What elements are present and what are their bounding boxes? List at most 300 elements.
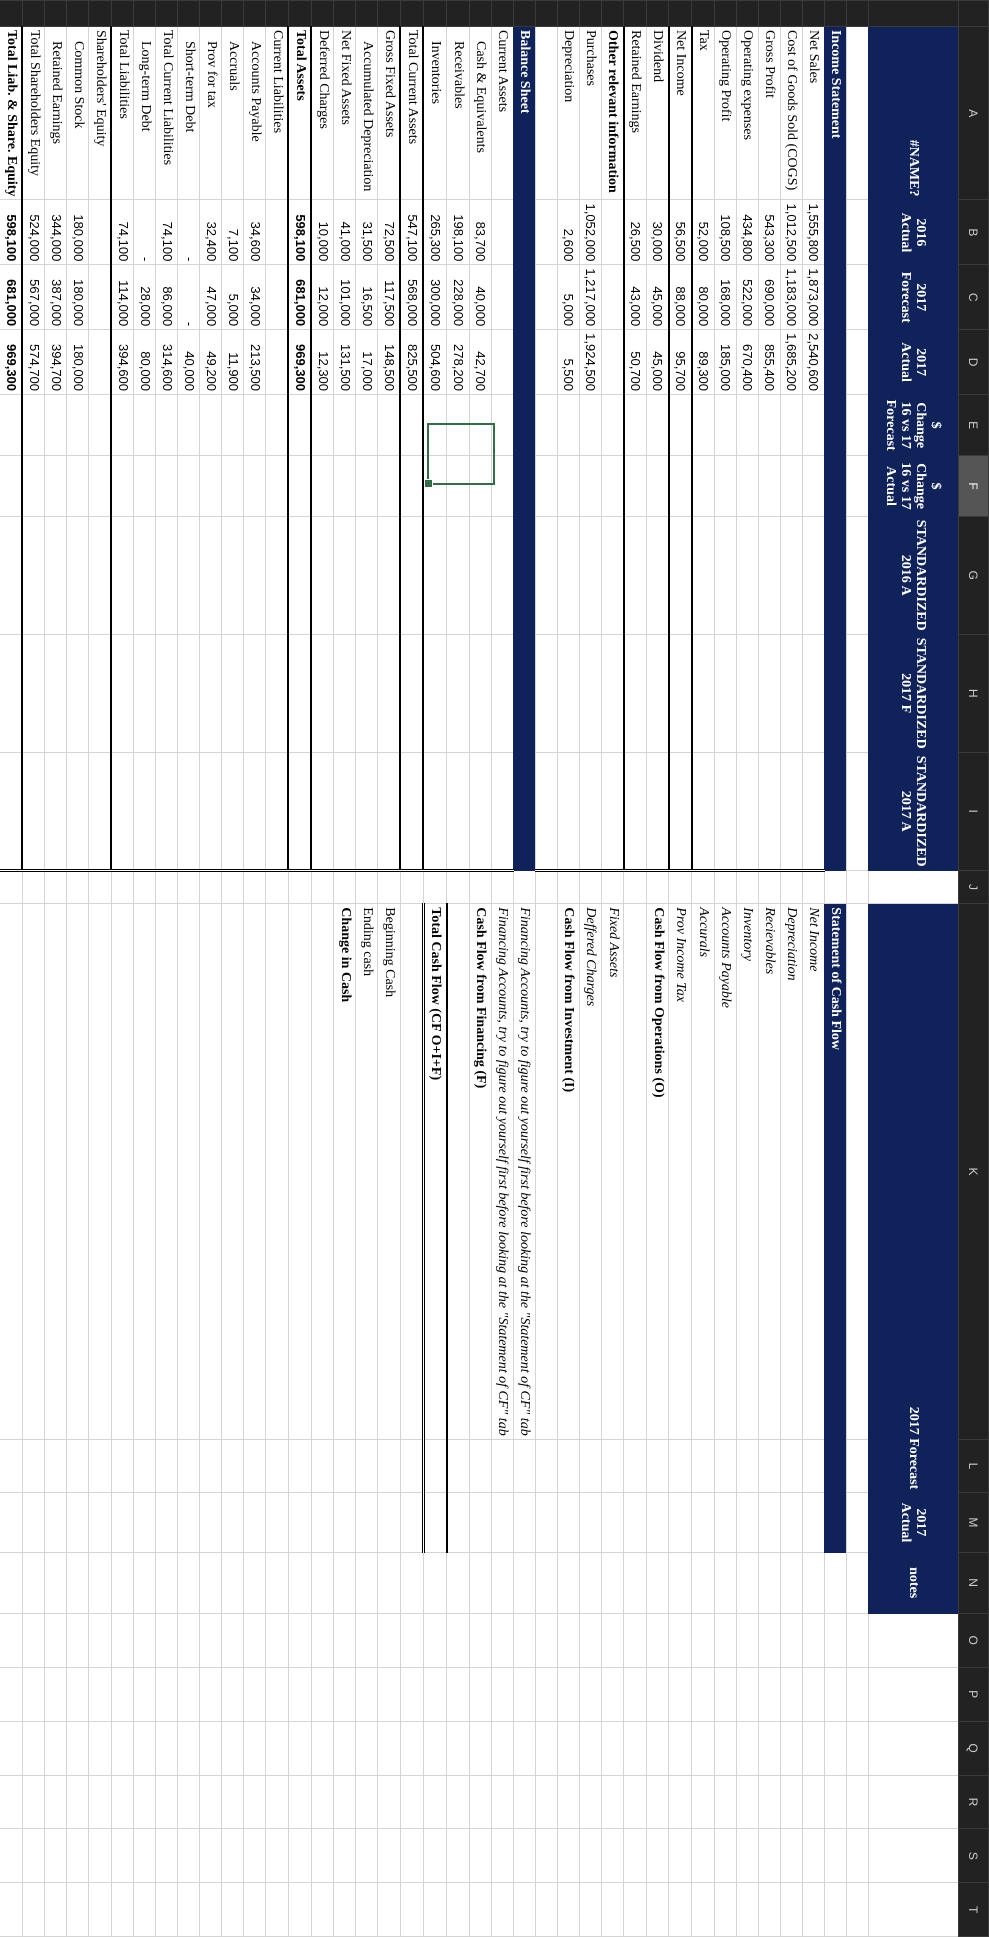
cash-flow-actual-cell[interactable]: [312, 1493, 335, 1552]
value-cell-g[interactable]: [222, 516, 244, 634]
value-cell-h[interactable]: [447, 634, 470, 752]
value-cell-e[interactable]: [401, 395, 424, 456]
value-cell-g[interactable]: [514, 516, 536, 634]
cell[interactable]: [356, 1829, 378, 1883]
cell[interactable]: [647, 1829, 670, 1883]
cell[interactable]: [715, 1667, 737, 1721]
row-header[interactable]: [23, 1, 46, 27]
cell[interactable]: [334, 1829, 356, 1883]
cash-flow-label[interactable]: Cash Flow from Operations (O): [647, 904, 670, 1439]
value-cell-i[interactable]: [378, 752, 401, 870]
value-cell-b[interactable]: 180,000: [67, 200, 89, 265]
cell[interactable]: [737, 1829, 759, 1883]
cell[interactable]: [67, 1721, 89, 1775]
row-header[interactable]: [536, 1, 558, 27]
cell[interactable]: [89, 1883, 112, 1937]
row-header[interactable]: [378, 1, 401, 27]
value-cell-d[interactable]: 80,000: [134, 330, 156, 395]
value-cell-b[interactable]: 1,052,000: [580, 200, 602, 265]
cell-j[interactable]: [178, 870, 200, 904]
cell[interactable]: [781, 1721, 803, 1775]
value-cell-h[interactable]: [23, 634, 46, 752]
column-header-i[interactable]: I: [959, 752, 989, 870]
value-cell-e[interactable]: [112, 395, 135, 456]
value-cell-b[interactable]: 524,000: [23, 200, 46, 265]
cell[interactable]: [759, 1721, 781, 1775]
cash-flow-label[interactable]: Prov Income Tax: [669, 904, 692, 1439]
value-cell-g[interactable]: [803, 516, 825, 634]
cell-j[interactable]: [669, 870, 692, 904]
value-cell-d[interactable]: [536, 330, 558, 395]
cell-j[interactable]: [134, 870, 156, 904]
value-cell-c[interactable]: [514, 265, 536, 330]
cell-j[interactable]: [492, 870, 514, 904]
value-cell-i[interactable]: [647, 752, 670, 870]
value-cell-b[interactable]: 7,100: [222, 200, 244, 265]
cell[interactable]: [312, 1829, 335, 1883]
value-cell-g[interactable]: [715, 516, 737, 634]
cell[interactable]: [514, 1667, 536, 1721]
cell[interactable]: [289, 1552, 312, 1613]
value-cell-h[interactable]: [401, 634, 424, 752]
value-cell-c[interactable]: 88,000: [669, 265, 692, 330]
value-cell-f[interactable]: [67, 456, 89, 516]
cell[interactable]: [200, 1829, 222, 1883]
cell[interactable]: [492, 1829, 514, 1883]
value-cell-d[interactable]: 180,000: [67, 330, 89, 395]
cash-flow-forecast-cell[interactable]: [222, 1439, 244, 1493]
cell[interactable]: [424, 1721, 448, 1775]
value-cell-h[interactable]: [289, 634, 312, 752]
value-cell-g[interactable]: [692, 516, 715, 634]
value-cell-f[interactable]: [89, 456, 112, 516]
cell[interactable]: [378, 1552, 401, 1613]
cell[interactable]: [669, 1883, 692, 1937]
value-cell-d[interactable]: 969,300: [0, 330, 23, 395]
value-cell-i[interactable]: [536, 752, 558, 870]
cash-flow-label[interactable]: Cash Flow from Financing (F): [470, 904, 492, 1439]
cell[interactable]: [558, 1667, 580, 1721]
cash-flow-forecast-cell[interactable]: [67, 1439, 89, 1493]
row-label[interactable]: Accounts Payable: [244, 26, 266, 200]
row-label[interactable]: Net Sales: [803, 26, 825, 200]
column-header-g[interactable]: G: [959, 516, 989, 634]
header-std2017f[interactable]: STANDARDIZED 2017 F: [869, 634, 959, 752]
header-chg-f[interactable]: $ Change 16 vs 17 Forecast: [869, 395, 959, 456]
cell[interactable]: [424, 1883, 448, 1937]
value-cell-e[interactable]: [244, 395, 266, 456]
value-cell-d[interactable]: 2,540,600: [803, 330, 825, 395]
value-cell-f[interactable]: [759, 456, 781, 516]
cell[interactable]: [825, 1613, 847, 1667]
cash-flow-actual-cell[interactable]: [378, 1493, 401, 1552]
column-header-m[interactable]: M: [959, 1493, 989, 1552]
cash-flow-forecast-cell[interactable]: [289, 1439, 312, 1493]
cell[interactable]: [134, 1829, 156, 1883]
value-cell-h[interactable]: [536, 634, 558, 752]
cell[interactable]: [0, 1552, 23, 1613]
cell[interactable]: [45, 1552, 67, 1613]
cash-flow-forecast-cell[interactable]: [0, 1439, 23, 1493]
cell[interactable]: [23, 1775, 46, 1829]
row-label[interactable]: Tax: [692, 26, 715, 200]
cell-j[interactable]: [737, 870, 759, 904]
row-header[interactable]: [847, 1, 869, 27]
value-cell-c[interactable]: 681,000: [0, 265, 23, 330]
value-cell-h[interactable]: [669, 634, 692, 752]
row-header[interactable]: [334, 1, 356, 27]
value-cell-e[interactable]: [134, 395, 156, 456]
cash-flow-label[interactable]: Cash Flow from Investment (I): [558, 904, 580, 1439]
cell[interactable]: [803, 1775, 825, 1829]
value-cell-c[interactable]: 300,000: [424, 265, 448, 330]
cell[interactable]: [869, 1775, 959, 1829]
cell[interactable]: [156, 1552, 178, 1613]
value-cell-c[interactable]: 1,217,000: [580, 265, 602, 330]
value-cell-h[interactable]: [67, 634, 89, 752]
cell[interactable]: [23, 1613, 46, 1667]
value-cell-b[interactable]: 32,400: [200, 200, 222, 265]
cell[interactable]: [692, 1613, 715, 1667]
cash-flow-forecast-cell[interactable]: [424, 1439, 448, 1493]
value-cell-h[interactable]: [715, 634, 737, 752]
value-cell-d[interactable]: 89,300: [692, 330, 715, 395]
cell[interactable]: [134, 1667, 156, 1721]
value-cell-g[interactable]: [378, 516, 401, 634]
value-cell-f[interactable]: [334, 456, 356, 516]
cell[interactable]: [67, 1667, 89, 1721]
value-cell-c[interactable]: 568,000: [401, 265, 424, 330]
column-header-t[interactable]: T: [959, 1883, 989, 1937]
cell[interactable]: [825, 1721, 847, 1775]
cell[interactable]: [536, 1775, 558, 1829]
value-cell-c[interactable]: [536, 265, 558, 330]
value-cell-i[interactable]: [222, 752, 244, 870]
cell[interactable]: [378, 1667, 401, 1721]
row-header[interactable]: [289, 1, 312, 27]
value-cell-e[interactable]: [669, 395, 692, 456]
cell[interactable]: [737, 1775, 759, 1829]
value-cell-i[interactable]: [447, 752, 470, 870]
row-header[interactable]: [89, 1, 112, 27]
value-cell-d[interactable]: 45,000: [647, 330, 670, 395]
cell[interactable]: [312, 1552, 335, 1613]
cell[interactable]: [289, 1721, 312, 1775]
cell[interactable]: [759, 1613, 781, 1667]
value-cell-g[interactable]: [67, 516, 89, 634]
row-header[interactable]: [492, 1, 514, 27]
cash-flow-label[interactable]: [624, 904, 647, 1439]
cell[interactable]: [289, 1667, 312, 1721]
value-cell-d[interactable]: 50,700: [624, 330, 647, 395]
cash-flow-label[interactable]: Accounts Payable: [715, 904, 737, 1439]
value-cell-h[interactable]: [602, 634, 625, 752]
value-cell-c[interactable]: 1,183,000: [781, 265, 803, 330]
cell[interactable]: [692, 1721, 715, 1775]
cell[interactable]: [669, 1552, 692, 1613]
value-cell-b[interactable]: 41,000: [334, 200, 356, 265]
cell[interactable]: [334, 1775, 356, 1829]
header-c2017a[interactable]: 2017 Actual: [869, 330, 959, 395]
cell[interactable]: [669, 1829, 692, 1883]
cell-j[interactable]: [825, 870, 847, 904]
value-cell-c[interactable]: 690,000: [759, 265, 781, 330]
value-cell-b[interactable]: [266, 200, 289, 265]
cell[interactable]: [624, 1613, 647, 1667]
cash-flow-label[interactable]: [89, 904, 112, 1439]
cell[interactable]: [424, 1667, 448, 1721]
value-cell-f[interactable]: [669, 456, 692, 516]
row-label[interactable]: Total Current Liabilities: [156, 26, 178, 200]
cell[interactable]: [112, 1829, 135, 1883]
cash-flow-label[interactable]: Total Cash Flow (CF O+I+F): [424, 904, 448, 1439]
value-cell-i[interactable]: [112, 752, 135, 870]
cell[interactable]: [0, 1721, 23, 1775]
cell[interactable]: [45, 1829, 67, 1883]
cell[interactable]: [602, 1883, 625, 1937]
value-cell-e[interactable]: [536, 395, 558, 456]
value-cell-i[interactable]: [67, 752, 89, 870]
row-header[interactable]: [67, 1, 89, 27]
value-cell-i[interactable]: [759, 752, 781, 870]
value-cell-d[interactable]: 574,700: [23, 330, 46, 395]
cell[interactable]: [536, 1613, 558, 1667]
row-label[interactable]: Other relevant information: [602, 26, 625, 200]
cell-j[interactable]: [112, 870, 135, 904]
cash-flow-forecast-cell[interactable]: [156, 1439, 178, 1493]
cell[interactable]: [536, 1667, 558, 1721]
cell[interactable]: [67, 1829, 89, 1883]
value-cell-c[interactable]: [492, 265, 514, 330]
row-label[interactable]: Total Liab. & Share. Equity: [0, 26, 23, 200]
cell[interactable]: [669, 1721, 692, 1775]
cash-flow-label[interactable]: [222, 904, 244, 1439]
value-cell-e[interactable]: [266, 395, 289, 456]
cell[interactable]: [715, 1829, 737, 1883]
cell[interactable]: [23, 1552, 46, 1613]
value-cell-f[interactable]: [312, 456, 335, 516]
value-cell-e[interactable]: [558, 395, 580, 456]
cash-flow-forecast-cell[interactable]: [737, 1439, 759, 1493]
cell[interactable]: [356, 1552, 378, 1613]
cash-flow-actual-cell[interactable]: [602, 1493, 625, 1552]
value-cell-b[interactable]: 52,000: [692, 200, 715, 265]
value-cell-d[interactable]: 40,000: [178, 330, 200, 395]
row-header[interactable]: [156, 1, 178, 27]
value-cell-i[interactable]: [312, 752, 335, 870]
value-cell-i[interactable]: [514, 752, 536, 870]
cash-flow-actual-cell[interactable]: [356, 1493, 378, 1552]
row-label[interactable]: Prov for tax: [200, 26, 222, 200]
cash-flow-label[interactable]: [312, 904, 335, 1439]
cell[interactable]: [647, 1775, 670, 1829]
cash-flow-label[interactable]: [112, 904, 135, 1439]
cash-flow-actual-cell[interactable]: [401, 1493, 424, 1552]
value-cell-d[interactable]: [514, 330, 536, 395]
cell[interactable]: [378, 1613, 401, 1667]
cell[interactable]: [401, 1613, 424, 1667]
value-cell-c[interactable]: 47,000: [200, 265, 222, 330]
cell-j[interactable]: [378, 870, 401, 904]
cash-flow-label[interactable]: Recievables: [759, 904, 781, 1439]
cash-flow-forecast-cell[interactable]: [447, 1439, 470, 1493]
cell[interactable]: [759, 1883, 781, 1937]
cell[interactable]: [580, 1552, 602, 1613]
value-cell-f[interactable]: [356, 456, 378, 516]
cell[interactable]: [356, 1775, 378, 1829]
value-cell-h[interactable]: [803, 634, 825, 752]
value-cell-c[interactable]: 86,000: [156, 265, 178, 330]
row-label[interactable]: Current Liabilities: [266, 26, 289, 200]
cash-flow-actual-cell[interactable]: [737, 1493, 759, 1552]
value-cell-b[interactable]: 547,100: [401, 200, 424, 265]
value-cell-e[interactable]: [492, 395, 514, 456]
value-cell-d[interactable]: [266, 330, 289, 395]
cell-j[interactable]: [401, 870, 424, 904]
cell[interactable]: [692, 1552, 715, 1613]
value-cell-g[interactable]: [759, 516, 781, 634]
cell[interactable]: [847, 330, 869, 395]
cell[interactable]: [244, 1775, 266, 1829]
cell[interactable]: [536, 1883, 558, 1937]
cell[interactable]: [334, 1552, 356, 1613]
cell[interactable]: [803, 1613, 825, 1667]
cell[interactable]: [244, 1883, 266, 1937]
cash-flow-actual-cell[interactable]: [0, 1493, 23, 1552]
cash-flow-label[interactable]: Beginning Cash: [378, 904, 401, 1439]
value-cell-f[interactable]: [715, 456, 737, 516]
cell[interactable]: [112, 1883, 135, 1937]
cell[interactable]: [200, 1721, 222, 1775]
cell[interactable]: [847, 1667, 869, 1721]
cash-flow-label[interactable]: [156, 904, 178, 1439]
cell-j[interactable]: [558, 870, 580, 904]
cash-flow-forecast-cell[interactable]: [492, 1439, 514, 1493]
value-cell-e[interactable]: [424, 395, 448, 456]
cell[interactable]: [869, 1667, 959, 1721]
cell[interactable]: [89, 1552, 112, 1613]
cash-flow-forecast-cell[interactable]: [781, 1439, 803, 1493]
value-cell-d[interactable]: 12,300: [312, 330, 335, 395]
cell[interactable]: [178, 1883, 200, 1937]
cash-flow-forecast-cell[interactable]: [134, 1439, 156, 1493]
cell[interactable]: [869, 1829, 959, 1883]
cell[interactable]: [715, 1552, 737, 1613]
cash-flow-actual-cell[interactable]: [178, 1493, 200, 1552]
value-cell-b[interactable]: 434,800: [737, 200, 759, 265]
column-header-o[interactable]: O: [959, 1613, 989, 1667]
value-cell-c[interactable]: [602, 265, 625, 330]
cell[interactable]: [847, 752, 869, 870]
value-cell-f[interactable]: [401, 456, 424, 516]
row-label[interactable]: Shareholders' Equity: [89, 26, 112, 200]
cash-flow-actual-cell[interactable]: [45, 1493, 67, 1552]
value-cell-h[interactable]: [825, 634, 847, 752]
cash-flow-label[interactable]: [45, 904, 67, 1439]
cell[interactable]: [424, 1775, 448, 1829]
cash-flow-label[interactable]: Change in Cash: [334, 904, 356, 1439]
value-cell-b[interactable]: [825, 200, 847, 265]
cash-flow-forecast-cell[interactable]: [536, 1439, 558, 1493]
cash-flow-actual-cell[interactable]: [266, 1493, 289, 1552]
cell[interactable]: [869, 1883, 959, 1937]
value-cell-i[interactable]: [803, 752, 825, 870]
cell[interactable]: [222, 1721, 244, 1775]
value-cell-e[interactable]: [781, 395, 803, 456]
cell[interactable]: [89, 1613, 112, 1667]
value-cell-f[interactable]: [222, 456, 244, 516]
value-cell-h[interactable]: [222, 634, 244, 752]
cell[interactable]: [558, 1829, 580, 1883]
value-cell-f[interactable]: [244, 456, 266, 516]
cell[interactable]: [401, 1775, 424, 1829]
cell[interactable]: [378, 1775, 401, 1829]
cell[interactable]: [244, 1829, 266, 1883]
cell[interactable]: [200, 1667, 222, 1721]
row-label[interactable]: Operating expenses: [737, 26, 759, 200]
cell[interactable]: [514, 1613, 536, 1667]
row-label[interactable]: [536, 26, 558, 200]
cell[interactable]: [847, 1721, 869, 1775]
cash-flow-actual-cell[interactable]: [156, 1493, 178, 1552]
cell[interactable]: [401, 1721, 424, 1775]
row-header[interactable]: [715, 1, 737, 27]
value-cell-g[interactable]: [134, 516, 156, 634]
cell[interactable]: [647, 1721, 670, 1775]
cash-flow-label[interactable]: [289, 904, 312, 1439]
value-cell-d[interactable]: 148,500: [378, 330, 401, 395]
cell[interactable]: [803, 1829, 825, 1883]
value-cell-i[interactable]: [492, 752, 514, 870]
value-cell-b[interactable]: 74,100: [112, 200, 135, 265]
value-cell-c[interactable]: 16,500: [356, 265, 378, 330]
cell-j[interactable]: [244, 870, 266, 904]
cell[interactable]: [492, 1552, 514, 1613]
cash-flow-title[interactable]: Statement of Cash Flow: [825, 904, 847, 1439]
value-cell-h[interactable]: [781, 634, 803, 752]
cash-flow-actual-cell[interactable]: [23, 1493, 46, 1552]
value-cell-d[interactable]: 504,600: [424, 330, 448, 395]
cash-flow-label[interactable]: Fixed Assets: [602, 904, 625, 1439]
value-cell-d[interactable]: 131,500: [334, 330, 356, 395]
cell[interactable]: [602, 1613, 625, 1667]
value-cell-d[interactable]: 394,600: [112, 330, 135, 395]
cash-flow-forecast-cell[interactable]: [312, 1439, 335, 1493]
cell[interactable]: [156, 1829, 178, 1883]
value-cell-i[interactable]: [424, 752, 448, 870]
cash-flow-actual-cell[interactable]: [89, 1493, 112, 1552]
row-header[interactable]: [781, 1, 803, 27]
cash-flow-forecast-cell[interactable]: [759, 1439, 781, 1493]
cell[interactable]: [401, 1552, 424, 1613]
cell[interactable]: [244, 1613, 266, 1667]
value-cell-b[interactable]: -: [134, 200, 156, 265]
value-cell-h[interactable]: [378, 634, 401, 752]
value-cell-g[interactable]: [447, 516, 470, 634]
cash-flow-actual-cell[interactable]: [222, 1493, 244, 1552]
row-header[interactable]: [692, 1, 715, 27]
cell[interactable]: [737, 1667, 759, 1721]
cash-flow-label[interactable]: [67, 904, 89, 1439]
cell[interactable]: [89, 1721, 112, 1775]
value-cell-d[interactable]: 213,500: [244, 330, 266, 395]
cell-j[interactable]: [647, 870, 670, 904]
value-cell-g[interactable]: [602, 516, 625, 634]
cash-flow-forecast-cell[interactable]: [825, 1439, 847, 1493]
cell[interactable]: [580, 1667, 602, 1721]
cell[interactable]: [156, 1667, 178, 1721]
row-label[interactable]: Accruals: [222, 26, 244, 200]
